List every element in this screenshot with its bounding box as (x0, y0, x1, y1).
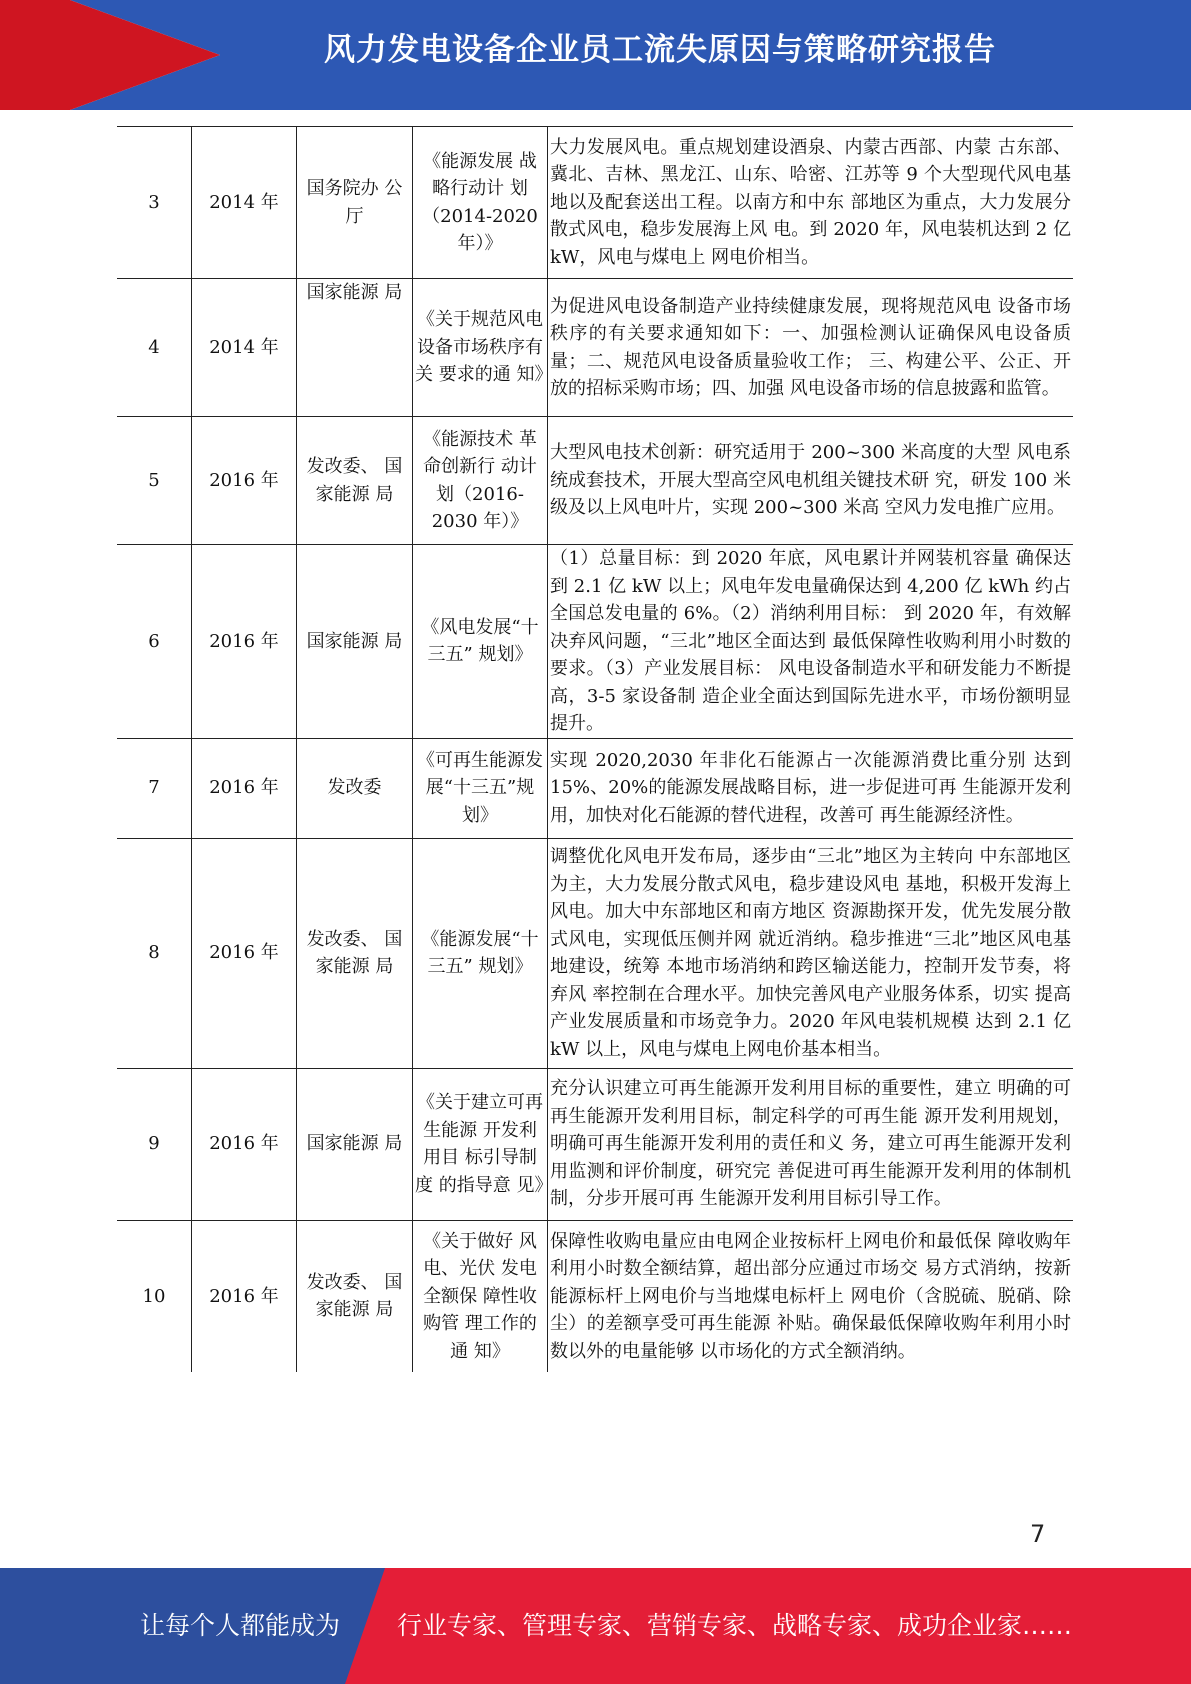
row-issuing-org: 国家能源 局 (297, 1068, 413, 1220)
row-year: 2016 年 (192, 738, 297, 838)
row-content: （1）总量目标：到 2020 年底，风电累计并网装机容量 确保达到 2.1 亿 kW 以上；风电年发电量确保达到 4,200 亿 kWh 约占全国总发电量的 6%。（2）消纳利用目标： 到 2020 年，有效解决弃风问题，“三北”地区全面达到 最低保障性收购利用小时数的要求。（3）产业发展目标： 风电设备制造水平和研发能力不断提高，3-5 家设备制 造企业全面达到国际先进水平，市场份额明显提升。 (548, 545, 1074, 739)
page-number: 7 (1030, 1520, 1046, 1548)
table-row (117, 545, 1073, 739)
row-year: 2016 年 (192, 838, 297, 1068)
row-content: 充分认识建立可再生能源开发利用目标的重要性，建立 明确的可再生能源开发利用目标，制定科学的可再生能 源开发利用规划，明确可再生能源开发利用的责任和义 务，建立可再生能源开发利用监测和评价制度，研究完 善促进可再生能源开发利用的体制机制，分步开展可再 生能源开发利用目标引导工作。 (548, 1068, 1074, 1220)
row-document-title: 《关于建立可再生能源 开发利用目 标引导制度 的指导意 见》 (413, 1068, 548, 1220)
row-number: 10 (117, 1220, 192, 1372)
row-number: 5 (117, 417, 192, 545)
table-row (117, 1220, 1073, 1372)
row-number: 3 (117, 127, 192, 279)
row-document-title: 《能源发展 战略行动计 划（2014-2020 年）》 (413, 127, 548, 279)
row-document-title: 《关于做好 风电、光伏 发电全额保 障性收购管 理工作的通 知》 (413, 1220, 548, 1372)
footer-slogan-left: 让每个人都能成为 (140, 1611, 341, 1640)
header-red-band (0, 0, 70, 110)
table-row (117, 417, 1073, 545)
row-issuing-org: 发改委 (297, 738, 413, 838)
table-row (117, 1068, 1073, 1220)
row-document-title: 《风电发展“十三五” 规划》 (413, 545, 548, 739)
table-row (117, 279, 1073, 417)
row-number: 7 (117, 738, 192, 838)
row-year: 2014 年 (192, 127, 297, 279)
row-content: 为促进风电设备制造产业持续健康发展，现将规范风电 设备市场秩序的有关要求通知如下：一、加强检测认证确保风电设备质量；二、规范风电设备质量验收工作； 三、构建公平、公正、开放的招标采购市场；四、加强 风电设备市场的信息披露和监管。 (548, 279, 1074, 417)
row-year: 2014 年 (192, 279, 297, 417)
row-number: 4 (117, 279, 192, 417)
report-title: 风力发电设备企业员工流失原因与策略研究报告 (324, 32, 996, 68)
row-number: 6 (117, 545, 192, 739)
row-document-title: 《关于规范风电设备市场秩序有关 要求的通 知》 (413, 279, 548, 417)
table-row (117, 738, 1073, 838)
row-issuing-org: 发改委、 国家能源 局 (297, 1220, 413, 1372)
row-content: 实现 2020,2030 年非化石能源占一次能源消费比重分别 达到 15%、20%的能源发展战略目标，进一步促进可再 生能源开发利用，加快对化石能源的替代进程，改善可 再生能源经济性。 (548, 738, 1074, 838)
page-footer (0, 1568, 1191, 1684)
row-year: 2016 年 (192, 1220, 297, 1372)
footer-blue-slant (345, 1568, 385, 1684)
row-document-title: 《能源发展“十三五” 规划》 (413, 838, 548, 1068)
row-content: 调整优化风电开发布局，逐步由“三北”地区为主转向 中东部地区为主，大力发展分散式风电，稳步建设风电 基地，积极开发海上风电。加大中东部地区和南方地区 资源勘探开发，优先发展分散式风电，实现低压侧并网 就近消纳。稳步推进“三北”地区风电基地建设，统筹 本地市场消纳和跨区输送能力，控制开发节奏，将弃风 率控制在合理水平。加快完善风电产业服务体系，切实 提高产业发展质量和市场竞争力。2020 年风电装机规模 达到 2.1 亿 kW 以上，风电与煤电上网电价基本相当。 (548, 838, 1074, 1068)
row-issuing-org: 国家能源 局 (297, 279, 413, 417)
table-row (117, 127, 1073, 279)
row-number: 9 (117, 1068, 192, 1220)
row-issuing-org: 国家能源 局 (297, 545, 413, 739)
row-content: 大型风电技术创新：研究适用于 200~300 米高度的大型 风电系统成套技术，开展大型高空风电机组关键技术研 究，研发 100 米级及以上风电叶片，实现 200~300 米高 空风力发电推广应用。 (548, 417, 1074, 545)
row-content: 保障性收购电量应由电网企业按标杆上网电价和最低保 障收购年利用小时数全额结算，超出部分应通过市场交 易方式消纳，按新能源标杆上网电价与当地煤电标杆上 网电价（含脱硫、脱硝、除尘）的差额享受可再生能源 补贴。确保最低保障收购年利用小时数以外的电量能够 以市场化的方式全额消纳。 (548, 1220, 1074, 1372)
page-header (0, 0, 1191, 110)
row-document-title: 《可再生能源发展“十三五”规 划》 (413, 738, 548, 838)
header-chevron-red (70, 0, 220, 110)
table-row (117, 838, 1073, 1068)
row-issuing-org: 发改委、 国家能源 局 (297, 838, 413, 1068)
policy-table (117, 126, 1073, 1372)
row-issuing-org: 发改委、 国家能源 局 (297, 417, 413, 545)
row-content: 大力发展风电。重点规划建设酒泉、内蒙古西部、内蒙 古东部、冀北、吉林、黑龙江、山东、哈密、江苏等 9 个大型现代风电基地以及配套送出工程。以南方和中东 部地区为重点，大力发展分散式风电，稳步发展海上风 电。到 2020 年，风电装机达到 2 亿 kW，风电与煤电上 网电价相当。 (548, 127, 1074, 279)
row-issuing-org: 国务院办 公厅 (297, 127, 413, 279)
row-year: 2016 年 (192, 1068, 297, 1220)
footer-slogan-right: 行业专家、管理专家、营销专家、战略专家、成功企业家…… (397, 1611, 1073, 1640)
row-document-title: 《能源技术 革命创新行 动计划（2016-2030 年）》 (413, 417, 548, 545)
row-number: 8 (117, 838, 192, 1068)
row-year: 2016 年 (192, 417, 297, 545)
row-year: 2016 年 (192, 545, 297, 739)
